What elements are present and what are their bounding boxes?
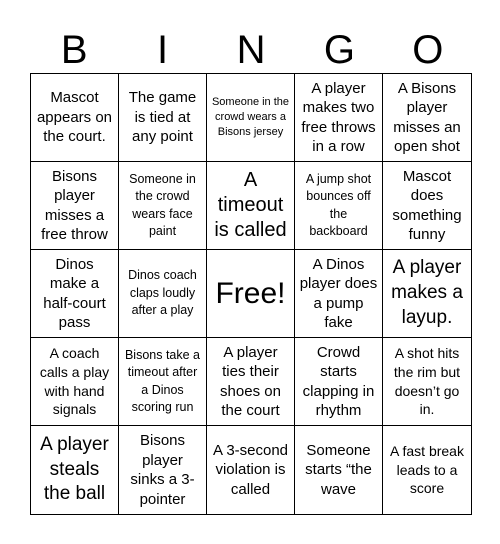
header-letter-n: N [236,28,266,72]
cell-text: A timeout is called [214,169,287,241]
bingo-cell[interactable] [383,74,471,162]
header-letter-i: I [157,28,169,72]
bingo-cell[interactable] [119,250,207,338]
bingo-cell[interactable] [207,338,295,426]
cell-text: A Bisons player misses an open shot [393,79,461,155]
cell-text: Someone in the crowd wears face paint [129,171,196,238]
bingo-cell[interactable] [207,162,295,250]
cell-text: Mascot appears on the court. [36,89,113,146]
bingo-cell[interactable] [31,74,119,162]
bingo-cell[interactable] [119,162,207,250]
cell-text: A coach calls a play with hand signals [39,344,110,418]
cell-text: A player ties their shoes on the court [220,343,281,419]
cell-text: Bisons player misses a free throw [41,167,108,243]
bingo-cell[interactable] [295,250,383,338]
bingo-cell[interactable] [31,162,119,250]
bingo-cell[interactable] [383,162,471,250]
free-space-label: Free! [215,276,286,310]
cell-text: Bisons take a timeout after a Dinos scoring run [124,347,201,414]
cell-text: Bisons player sinks a 3-pointer [130,432,195,508]
cell-text: A player makes a layup. [391,257,463,328]
bingo-header [30,26,472,74]
header-letter-g: G [323,28,355,72]
cell-text: A fast break leads to a score [390,442,464,497]
bingo-cell[interactable] [383,250,471,338]
cell-text: Dinos make a half-court pass [43,255,106,331]
bingo-cell[interactable] [31,250,119,338]
bingo-cell[interactable] [119,338,207,426]
bingo-cell[interactable] [207,426,295,514]
bingo-cell[interactable] [119,74,207,162]
cell-text: A shot hits the rim but doesn’t go in. [393,344,461,418]
bingo-cell[interactable] [383,338,471,426]
cell-text: Someone starts “the wave [305,441,372,498]
free-space-cell[interactable] [207,250,295,338]
cell-text: The game is tied at any point [128,89,197,146]
cell-text: A jump shot bounces off the backboard [305,171,372,238]
cell-text: A player makes two free throws in a row [301,79,376,155]
bingo-board [30,73,472,515]
bingo-cell[interactable] [295,338,383,426]
header-letter-o: O [412,28,444,72]
cell-text: Mascot does something funny [392,167,462,243]
bingo-cell[interactable] [207,74,295,162]
cell-text: A 3-second violation is called [212,441,289,498]
cell-text: A Dinos player does a pump fake [299,255,378,331]
bingo-cell[interactable] [383,426,471,514]
bingo-cell[interactable] [295,74,383,162]
cell-text: Crowd starts clapping in rhythm [302,343,375,419]
bingo-cell[interactable] [295,426,383,514]
bingo-cell[interactable] [31,338,119,426]
header-letter-b: B [60,28,88,72]
bingo-cell[interactable] [295,162,383,250]
bingo-cell[interactable] [119,426,207,514]
cell-text: A player steals the ball [40,433,109,505]
bingo-cell[interactable] [31,426,119,514]
cell-text: Dinos coach claps loudly after a play [128,268,197,318]
cell-text: Someone in the crowd wears a Bisons jersey [211,96,290,138]
